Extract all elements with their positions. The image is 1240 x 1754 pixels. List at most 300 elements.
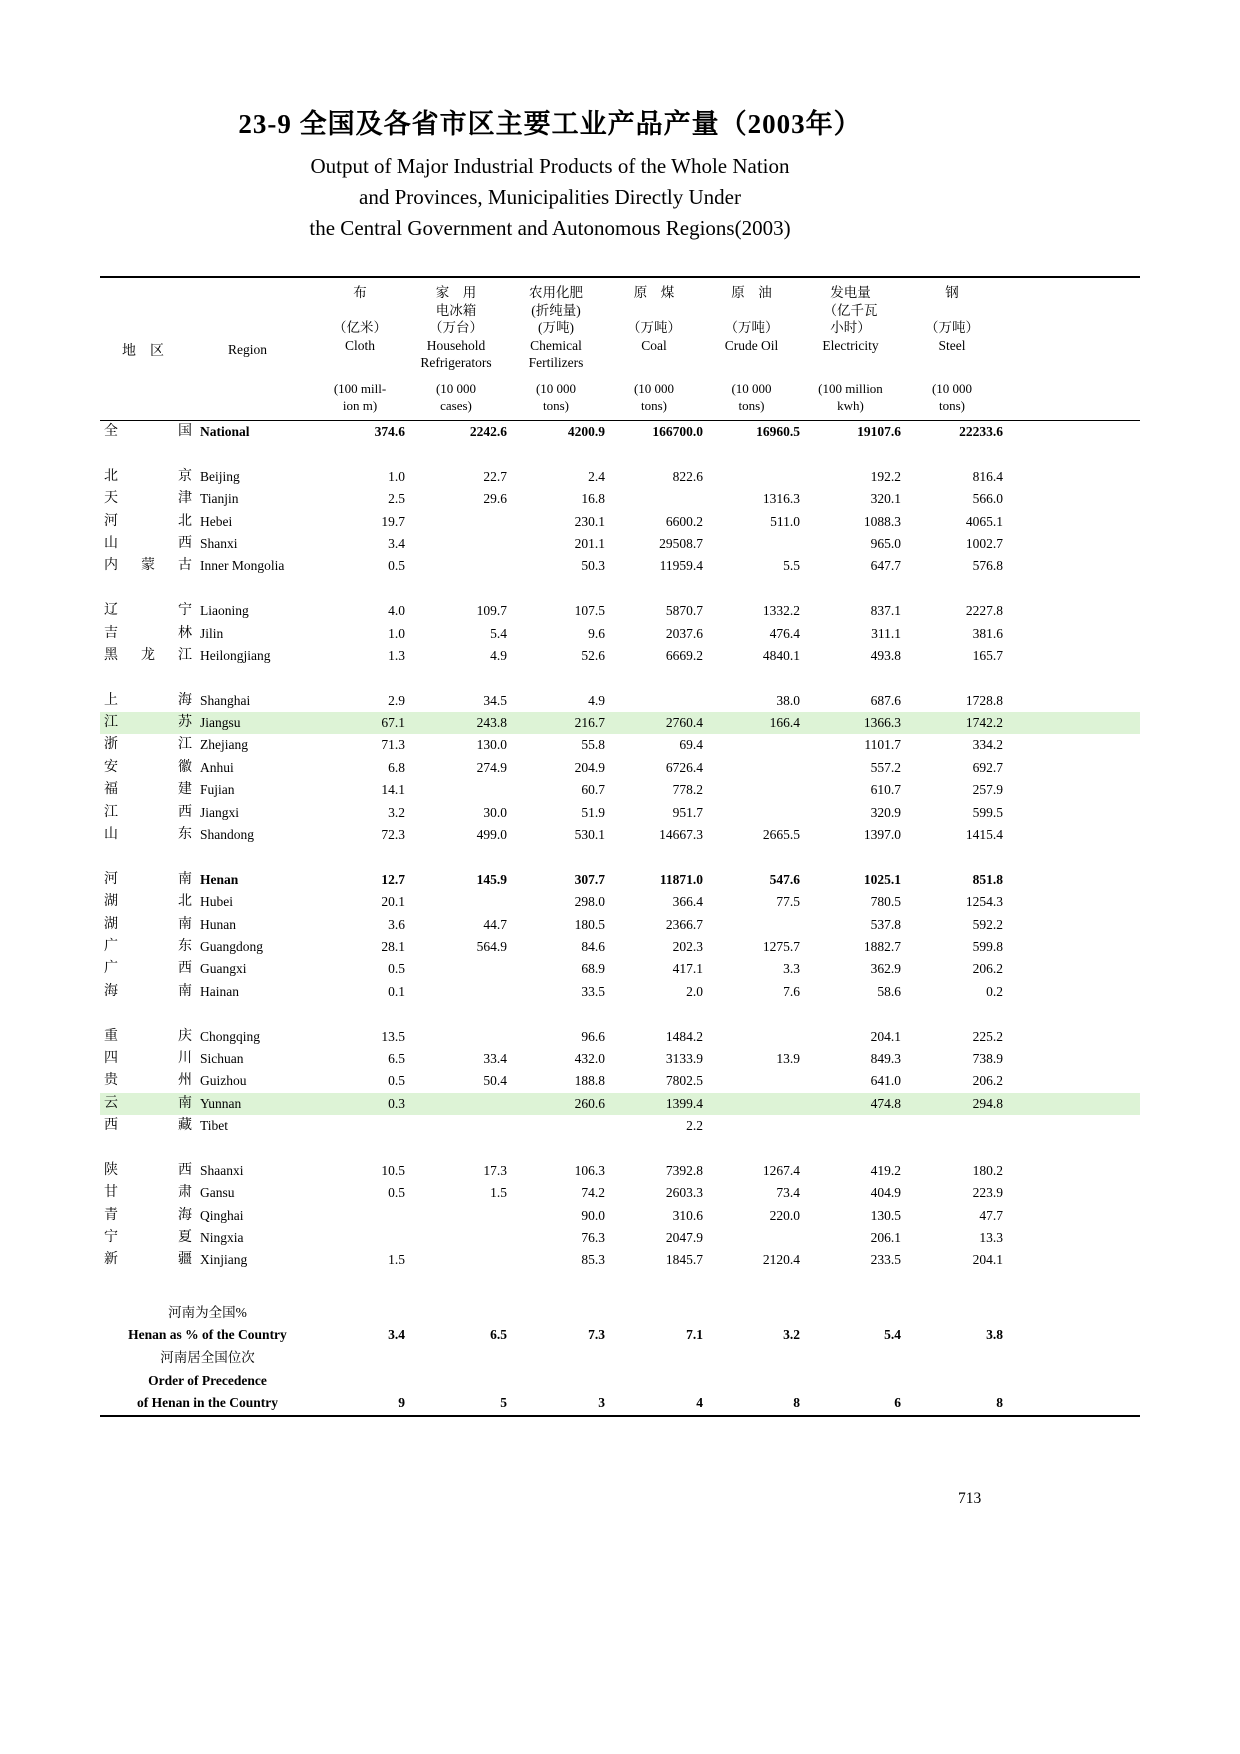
value-cell: 216.7	[574, 715, 605, 731]
region-name-zh-char: 海	[104, 983, 118, 999]
value-cell: 537.8	[870, 916, 901, 932]
header-product-names	[100, 284, 1140, 372]
footer-row	[100, 1324, 1140, 1347]
region-name-zh-char: 宁	[104, 1230, 118, 1246]
value-cell: 33.5	[581, 983, 605, 999]
region-name-zh-char: 北	[104, 468, 118, 484]
table-row-jiangsu	[100, 712, 1140, 734]
footer-value-cell: 6	[894, 1395, 901, 1411]
value-cell: 417.1	[672, 961, 703, 977]
region-name-zh-char: 东	[178, 827, 192, 843]
region-name-en: Guangdong	[200, 938, 263, 954]
value-cell: 33.4	[483, 1050, 507, 1066]
region-cell	[100, 555, 315, 577]
value-cell: 3.4	[388, 535, 405, 551]
region-cell	[100, 623, 315, 645]
value-cell: 76.3	[581, 1230, 605, 1246]
region-header-zh: 地 区	[122, 344, 164, 359]
value-cell: 1742.2	[965, 715, 1003, 731]
region-name-zh-char: 湖	[104, 916, 118, 932]
table-body	[100, 421, 1140, 1272]
region-name-zh	[104, 1048, 192, 1070]
region-name-zh	[104, 1093, 192, 1115]
table-row-anhui	[100, 757, 1140, 779]
table-row-ningxia	[100, 1227, 1140, 1249]
value-cell: 1.5	[490, 1185, 507, 1201]
footer-value-cell: 5	[500, 1395, 507, 1411]
region-name-zh	[104, 421, 192, 443]
value-cell: 16960.5	[756, 424, 800, 439]
row-trailing-spacer	[1003, 779, 1140, 801]
value-cell: 965.0	[870, 535, 901, 551]
value-cell	[315, 1227, 405, 1249]
row-trailing-spacer	[1003, 712, 1140, 734]
region-name-zh-char: 重	[104, 1028, 118, 1044]
column-unit-line: kwh)	[837, 397, 864, 413]
value-cell: 106.3	[574, 1162, 605, 1178]
footer-value-cell: 3	[598, 1395, 605, 1411]
region-name-zh-char: 川	[178, 1050, 192, 1066]
column-header-line: （万吨）	[627, 320, 681, 335]
value-cell: 38.0	[776, 692, 800, 708]
table-row-xinjiang	[100, 1249, 1140, 1271]
footer-value-cell: 3.4	[388, 1327, 405, 1343]
region-name-zh	[104, 466, 192, 488]
value-cell: 6.8	[388, 759, 405, 775]
region-name-zh	[104, 734, 192, 756]
footer-value-cell: 4	[696, 1395, 703, 1411]
table-row-gansu	[100, 1182, 1140, 1204]
region-cell	[100, 533, 315, 555]
column-header-line	[901, 302, 1003, 320]
region-name-zh	[104, 1249, 192, 1271]
footer-value-cell	[605, 1347, 703, 1370]
table-row-shanxi	[100, 533, 1140, 555]
region-name-zh-char: 海	[178, 692, 192, 708]
region-name-en: Tibet	[200, 1118, 229, 1134]
value-cell: 14.1	[381, 782, 405, 798]
value-cell: 188.8	[574, 1073, 605, 1089]
table-row-beijing	[100, 466, 1140, 488]
value-cell: 34.5	[483, 692, 507, 708]
value-cell: 738.9	[972, 1050, 1003, 1066]
value-cell: 4200.9	[567, 424, 605, 439]
region-name-zh	[104, 645, 192, 667]
value-cell: 6726.4	[665, 759, 703, 775]
footer-value-cell	[507, 1347, 605, 1370]
region-name-zh-char: 广	[104, 961, 118, 977]
value-cell: 13.9	[776, 1050, 800, 1066]
value-cell: 17.3	[483, 1162, 507, 1178]
table-row-hainan	[100, 981, 1140, 1003]
region-name-en: Ningxia	[200, 1230, 244, 1246]
column-unit-line: tons)	[641, 397, 667, 413]
region-cell	[100, 802, 315, 824]
value-cell: 130.0	[476, 737, 507, 753]
value-cell: 165.7	[972, 647, 1003, 663]
value-cell: 3.2	[388, 804, 405, 820]
row-trailing-spacer	[1003, 891, 1140, 913]
region-name-zh	[104, 869, 192, 891]
region-name-zh-char: 安	[104, 759, 118, 775]
value-cell: 310.6	[672, 1207, 703, 1223]
region-name-zh-char: 广	[104, 938, 118, 954]
column-header-line: Fertilizers	[528, 355, 584, 370]
row-trailing-spacer	[1003, 511, 1140, 533]
row-trailing-spacer	[1003, 600, 1140, 622]
footer-value-cell	[901, 1302, 1003, 1325]
value-cell: 362.9	[870, 961, 901, 977]
region-cell	[100, 488, 315, 510]
region-name-zh	[104, 1026, 192, 1048]
value-cell: 1.5	[388, 1252, 405, 1268]
value-cell: 1332.2	[762, 603, 800, 619]
row-trailing-spacer	[1003, 936, 1140, 958]
value-cell	[405, 779, 507, 801]
value-cell: 1845.7	[665, 1252, 703, 1268]
value-cell	[315, 1205, 405, 1227]
column-header-line: 原 油	[731, 285, 772, 300]
region-name-en: Shandong	[200, 827, 254, 843]
table-row-sichuan	[100, 1048, 1140, 1070]
region-cell	[100, 645, 315, 667]
column-header-line	[703, 302, 800, 320]
region-name-en: Liaoning	[200, 603, 249, 619]
value-cell: 294.8	[972, 1095, 1003, 1111]
value-cell: 2.0	[686, 983, 703, 999]
region-name-zh-char: 北	[178, 894, 192, 910]
value-cell: 0.5	[388, 558, 405, 574]
region-cell	[100, 891, 315, 913]
region-name-zh	[104, 600, 192, 622]
footer-value-cell	[315, 1302, 405, 1325]
value-cell: 260.6	[574, 1095, 605, 1111]
value-cell	[405, 891, 507, 913]
region-cell	[100, 757, 315, 779]
column-header-line: （万吨）	[925, 320, 979, 335]
region-cell	[100, 690, 315, 712]
region-name-zh-char: 山	[104, 535, 118, 551]
value-cell: 5.4	[490, 625, 507, 641]
column-header-line	[605, 302, 703, 320]
value-cell: 51.9	[581, 804, 605, 820]
column-header-chemical-fertilizers	[507, 284, 605, 372]
value-cell: 204.9	[574, 759, 605, 775]
table-row-hebei	[100, 511, 1140, 533]
spacer-row	[100, 1003, 1140, 1025]
value-cell	[605, 690, 703, 712]
region-name-en: National	[200, 424, 250, 439]
value-cell: 230.1	[574, 513, 605, 529]
region-name-zh-char: 西	[104, 1118, 118, 1134]
row-trailing-spacer	[1003, 488, 1140, 510]
column-header-line: Electricity	[822, 337, 879, 353]
value-cell: 474.8	[870, 1095, 901, 1111]
value-cell: 13.5	[381, 1028, 405, 1044]
value-cell: 30.0	[483, 804, 507, 820]
value-cell: 610.7	[870, 782, 901, 798]
value-cell	[703, 757, 800, 779]
header-units-row	[100, 381, 1140, 414]
value-cell: 130.5	[870, 1207, 901, 1223]
value-cell: 71.3	[381, 737, 405, 753]
region-name-zh-char: 河	[104, 513, 118, 529]
table-row-guangxi	[100, 958, 1140, 980]
region-column-header	[100, 284, 315, 372]
region-name-zh-char: 林	[178, 625, 192, 641]
value-cell: 641.0	[870, 1073, 901, 1089]
region-name-zh-char: 青	[104, 1207, 118, 1223]
value-cell: 816.4	[972, 468, 1003, 484]
value-cell: 3.3	[783, 961, 800, 977]
region-name-zh-char: 西	[178, 804, 192, 820]
row-trailing-spacer	[1003, 734, 1140, 756]
footer-value-cell	[605, 1302, 703, 1325]
row-trailing-spacer	[1003, 1070, 1140, 1092]
value-cell	[405, 511, 507, 533]
value-cell: 1025.1	[863, 871, 901, 887]
region-header-en: Region	[228, 342, 267, 357]
value-cell: 2047.9	[665, 1230, 703, 1246]
value-cell: 851.8	[972, 871, 1003, 887]
table-row-fujian	[100, 779, 1140, 801]
row-trailing-spacer	[1003, 1026, 1140, 1048]
value-cell	[405, 533, 507, 555]
footer-row	[100, 1347, 1140, 1370]
value-cell: 29508.7	[659, 535, 703, 551]
column-header-line: Refrigerators	[420, 355, 492, 370]
column-unit-line: (100 million	[818, 381, 883, 396]
column-unit-line: (10 000	[731, 381, 772, 396]
value-cell: 7.6	[783, 983, 800, 999]
column-header-line: Chemical	[530, 337, 582, 353]
value-cell: 1484.2	[665, 1028, 703, 1044]
region-name-zh	[104, 914, 192, 936]
value-cell	[703, 533, 800, 555]
region-cell	[100, 712, 315, 734]
table-row-jiangxi	[100, 802, 1140, 824]
value-cell: 547.6	[769, 871, 800, 887]
value-cell: 85.3	[581, 1252, 605, 1268]
table-row-guizhou	[100, 1070, 1140, 1092]
value-cell: 223.9	[972, 1185, 1003, 1201]
row-trailing-spacer	[1003, 1115, 1140, 1137]
region-name-zh	[104, 981, 192, 1003]
value-cell: 298.0	[574, 894, 605, 910]
row-trailing-spacer	[1003, 1093, 1140, 1115]
region-name-zh-char: 云	[104, 1095, 118, 1111]
value-cell	[405, 1026, 507, 1048]
row-trailing-spacer	[1003, 690, 1140, 712]
table-row-chongqing	[100, 1026, 1140, 1048]
value-cell: 225.2	[972, 1028, 1003, 1044]
table-row-shaanxi	[100, 1160, 1140, 1182]
region-name-zh	[104, 1115, 192, 1137]
column-header-line: 电冰箱	[435, 302, 477, 318]
spacer-row	[100, 846, 1140, 868]
footer-row-label: 河南为全国%	[168, 1304, 247, 1320]
value-cell: 0.5	[388, 961, 405, 977]
row-trailing-spacer	[1003, 466, 1140, 488]
region-name-en: Henan	[200, 871, 239, 887]
title-block	[100, 0, 1000, 244]
value-cell: 6669.2	[665, 647, 703, 663]
footer-value-cell	[405, 1370, 507, 1393]
footer-row-label: Order of Precedence	[148, 1372, 267, 1388]
value-cell: 4.0	[388, 603, 405, 619]
value-cell: 1316.3	[762, 491, 800, 507]
value-cell: 1366.3	[863, 715, 901, 731]
value-cell: 257.9	[972, 782, 1003, 798]
row-trailing-spacer	[1003, 1160, 1140, 1182]
column-header-line: Crude Oil	[724, 337, 779, 353]
value-cell: 511.0	[770, 513, 800, 529]
value-cell: 6.5	[388, 1050, 405, 1066]
region-name-zh	[104, 757, 192, 779]
table-row-zhejiang	[100, 734, 1140, 756]
row-trailing-spacer	[1003, 981, 1140, 1003]
value-cell: 201.1	[574, 535, 605, 551]
value-cell: 951.7	[672, 804, 703, 820]
region-name-zh-char: 龙	[141, 647, 155, 663]
row-trailing-spacer	[1003, 533, 1140, 555]
value-cell	[703, 1093, 800, 1115]
value-cell: 311.1	[871, 625, 901, 641]
region-name-zh-char: 黑	[104, 647, 118, 663]
value-cell: 778.2	[672, 782, 703, 798]
footer-value-cell: 6.5	[490, 1327, 507, 1343]
value-cell: 374.6	[374, 424, 405, 439]
row-trailing-spacer	[1003, 824, 1140, 846]
value-cell: 109.7	[476, 603, 507, 619]
column-unit-coal	[605, 381, 703, 414]
value-cell: 77.5	[776, 894, 800, 910]
footer-value-cell	[405, 1302, 507, 1325]
column-header-line: （亿米）	[333, 320, 387, 335]
value-cell	[605, 488, 703, 510]
value-cell	[800, 1115, 901, 1137]
value-cell	[405, 1205, 507, 1227]
value-cell	[703, 802, 800, 824]
row-trailing-spacer	[1003, 645, 1140, 667]
value-cell	[703, 734, 800, 756]
footer-value-cell	[405, 1347, 507, 1370]
value-cell: 72.3	[381, 827, 405, 843]
row-trailing-spacer	[1003, 1370, 1140, 1393]
region-name-zh-char: 山	[104, 827, 118, 843]
region-name-zh-char: 夏	[178, 1230, 192, 1246]
column-unit-line: (10 000	[633, 381, 675, 396]
value-cell: 576.8	[972, 558, 1003, 574]
column-header-line: Steel	[938, 337, 966, 353]
page-title-en	[100, 151, 1000, 244]
value-cell: 3.6	[388, 916, 405, 932]
column-header-line: 发电量	[830, 285, 871, 300]
region-name-zh-char: 北	[178, 513, 192, 529]
value-cell: 4840.1	[762, 647, 800, 663]
column-unit-line: (10 000	[435, 381, 477, 396]
footer-value-cell	[901, 1370, 1003, 1393]
value-cell: 4.9	[490, 647, 507, 663]
region-cell	[100, 1070, 315, 1092]
table-row-qinghai	[100, 1205, 1140, 1227]
value-cell: 47.7	[979, 1207, 1003, 1223]
value-cell: 599.5	[972, 804, 1003, 820]
row-trailing-spacer	[1003, 555, 1140, 577]
industrial-output-table	[100, 276, 1140, 1417]
spacer-row	[100, 667, 1140, 689]
value-cell	[703, 1070, 800, 1092]
value-cell: 19107.6	[857, 424, 901, 439]
value-cell: 50.3	[581, 558, 605, 574]
value-cell: 22.7	[483, 468, 507, 484]
row-trailing-spacer	[1003, 421, 1140, 443]
region-cell	[100, 1093, 315, 1115]
table-rule-bottom	[100, 1415, 1140, 1417]
value-cell: 599.8	[972, 938, 1003, 954]
region-name-zh-char: 国	[178, 424, 192, 439]
value-cell: 9.6	[588, 625, 605, 641]
footer-row	[100, 1302, 1140, 1325]
column-unit-line: tons)	[939, 397, 965, 413]
value-cell: 0.3	[388, 1095, 405, 1111]
value-cell	[901, 1115, 1003, 1137]
region-cell	[100, 1026, 315, 1048]
region-cell	[100, 1048, 315, 1070]
table-footer	[100, 1302, 1140, 1415]
column-unit-chemical-fertilizers	[507, 381, 605, 414]
value-cell: 20.1	[381, 894, 405, 910]
page-title-zh: 23-9 全国及各省市区主要工业产品产量（2003年）	[238, 109, 862, 139]
page-title-en-line3: the Central Government and Autonomous Regions(2003)	[309, 216, 791, 240]
value-cell	[405, 958, 507, 980]
region-name-zh-char: 庆	[178, 1028, 192, 1044]
region-name-zh-char: 南	[178, 1095, 192, 1111]
column-header-line: （万台）	[429, 320, 483, 335]
value-cell: 1101.7	[864, 737, 901, 753]
region-name-zh	[104, 555, 192, 577]
value-cell: 107.5	[574, 603, 605, 619]
row-trailing-spacer	[1003, 623, 1140, 645]
footer-value-cell: 9	[398, 1395, 405, 1411]
value-cell: 687.6	[870, 692, 901, 708]
region-cell	[100, 1205, 315, 1227]
column-unit-line: tons)	[543, 397, 569, 413]
region-cell	[100, 734, 315, 756]
region-name-en: Sichuan	[200, 1050, 244, 1066]
footer-row	[100, 1370, 1140, 1393]
column-header-coal	[605, 284, 703, 372]
region-name-zh	[104, 690, 192, 712]
value-cell	[405, 1093, 507, 1115]
value-cell: 69.4	[679, 737, 703, 753]
region-name-zh	[104, 936, 192, 958]
column-header-line: 原 煤	[633, 285, 675, 300]
page-number: 713	[958, 1490, 982, 1507]
column-unit-line: cases)	[440, 397, 472, 413]
value-cell: 499.0	[476, 827, 507, 843]
value-cell	[405, 1227, 507, 1249]
value-cell: 2037.6	[665, 625, 703, 641]
region-cell	[100, 936, 315, 958]
row-trailing-spacer	[1003, 1205, 1140, 1227]
value-cell: 6600.2	[665, 513, 703, 529]
value-cell	[405, 1249, 507, 1271]
footer-value-cell: 7.3	[588, 1327, 605, 1343]
region-name-zh	[104, 623, 192, 645]
region-name-zh	[104, 712, 192, 734]
value-cell: 557.2	[870, 759, 901, 775]
